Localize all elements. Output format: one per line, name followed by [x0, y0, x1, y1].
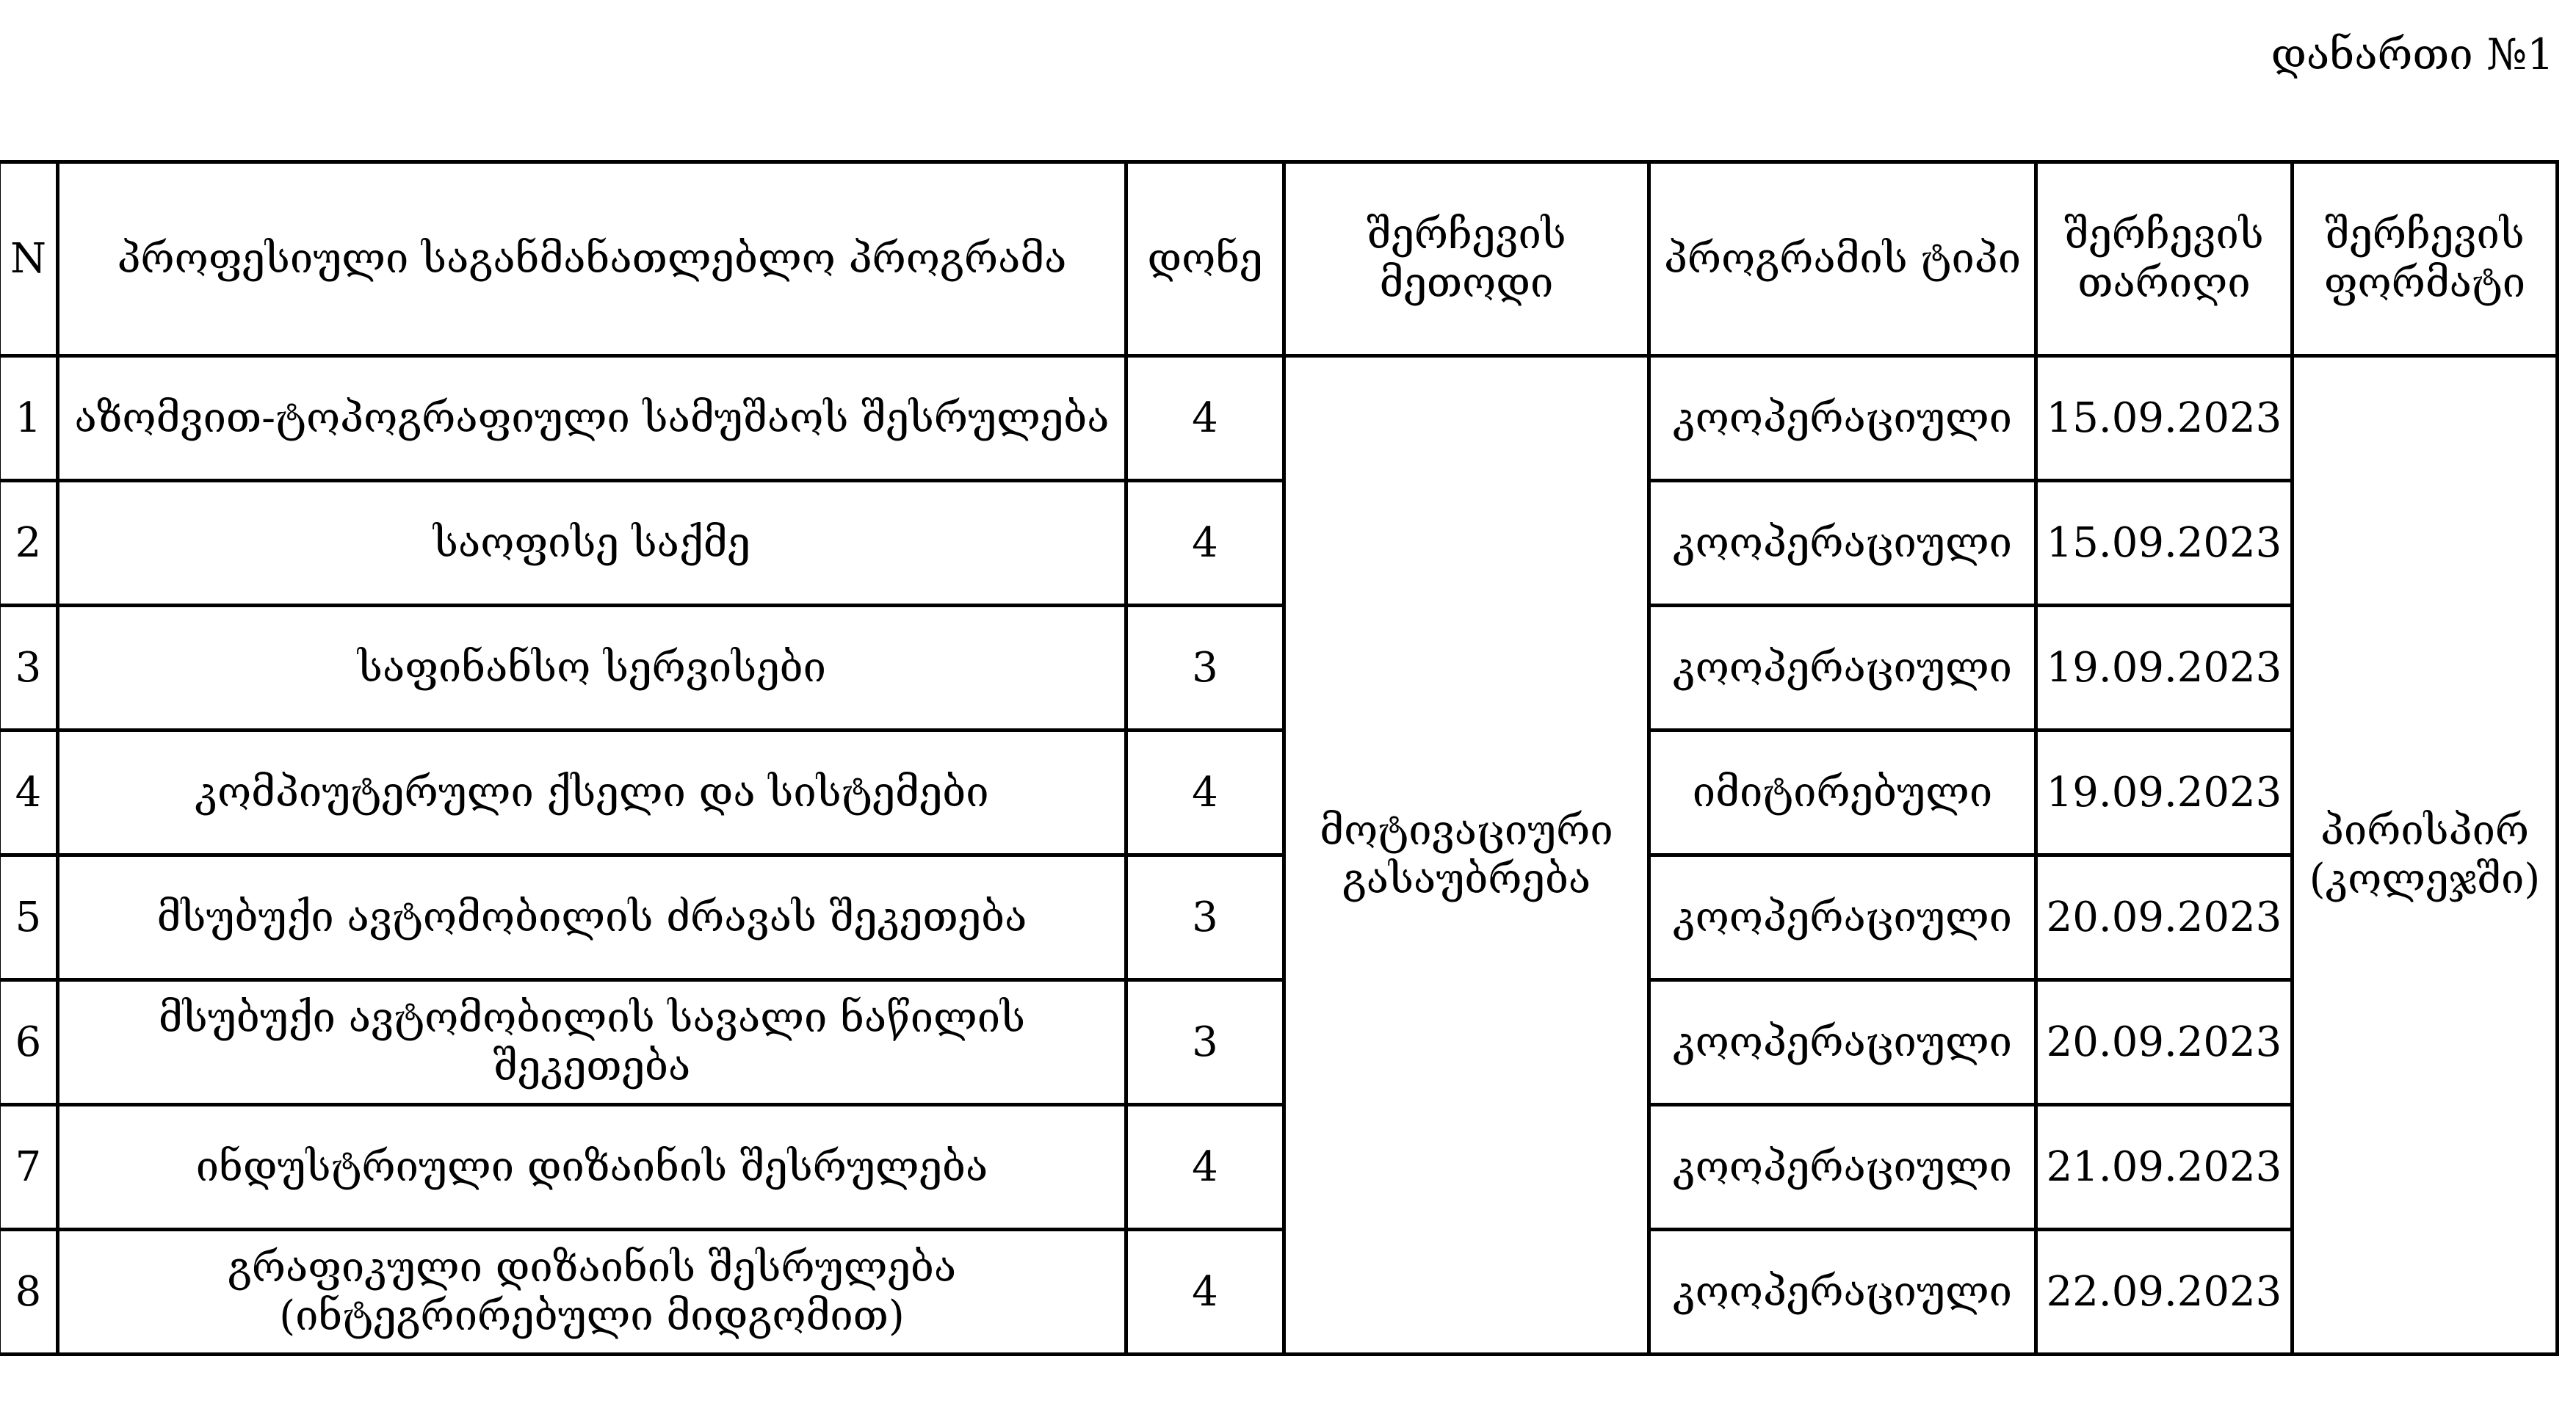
- program-name: ინდუსტრიული დიზაინის შესრულება: [58, 1105, 1126, 1230]
- row-number: 1: [0, 356, 58, 481]
- header-method: შერჩევის მეთოდი: [1284, 162, 1649, 356]
- program-type: კოოპერაციული: [1649, 980, 2036, 1105]
- row-number: 5: [0, 855, 58, 980]
- program-name: საოფისე საქმე: [58, 481, 1126, 606]
- program-level: 4: [1126, 481, 1284, 606]
- program-name: გრაფიკული დიზაინის შესრულება (ინტეგრირებული მიდგომით): [58, 1230, 1126, 1355]
- selection-method: მოტივაციური გასაუბრება: [1284, 356, 1649, 1355]
- header-number: N: [0, 162, 58, 356]
- program-level: 4: [1126, 356, 1284, 481]
- program-level: 3: [1126, 606, 1284, 731]
- program-level: 4: [1126, 1105, 1284, 1230]
- program-type: კოოპერაციული: [1649, 481, 2036, 606]
- table-row: [0, 980, 2558, 1105]
- program-name: მსუბუქი ავტომობილის ძრავას შეკეთება: [58, 855, 1126, 980]
- program-level: 4: [1126, 1230, 1284, 1355]
- selection-date: 19.09.2023: [2036, 606, 2293, 731]
- row-number: 6: [0, 980, 58, 1105]
- header-row: [0, 162, 2558, 356]
- program-level: 4: [1126, 731, 1284, 855]
- program-name: მსუბუქი ავტომობილის სავალი ნაწილის შეკეთება: [58, 980, 1126, 1105]
- program-type: კოოპერაციული: [1649, 1105, 2036, 1230]
- selection-date: 19.09.2023: [2036, 731, 2293, 855]
- row-number: 8: [0, 1230, 58, 1355]
- table-row: [0, 855, 2558, 980]
- table-row: [0, 481, 2558, 606]
- row-number: 3: [0, 606, 58, 731]
- selection-date: 15.09.2023: [2036, 481, 2293, 606]
- annex-label: დანართი №1: [2271, 29, 2554, 79]
- selection-date: 20.09.2023: [2036, 980, 2293, 1105]
- program-level: 3: [1126, 855, 1284, 980]
- selection-schedule-table: [0, 160, 2559, 1356]
- selection-date: 21.09.2023: [2036, 1105, 2293, 1230]
- header-format: შერჩევის ფორმატი: [2293, 162, 2558, 356]
- row-number: 2: [0, 481, 58, 606]
- program-type: კოოპერაციული: [1649, 1230, 2036, 1355]
- program-name: აზომვით-ტოპოგრაფიული სამუშაოს შესრულება: [58, 356, 1126, 481]
- selection-date: 22.09.2023: [2036, 1230, 2293, 1355]
- table-row: [0, 731, 2558, 855]
- program-name: კომპიუტერული ქსელი და სისტემები: [58, 731, 1126, 855]
- program-type: კოოპერაციული: [1649, 606, 2036, 731]
- table-row: [0, 1230, 2558, 1355]
- row-number: 4: [0, 731, 58, 855]
- header-program-type: პროგრამის ტიპი: [1649, 162, 2036, 356]
- selection-format: პირისპირ (კოლეჯში): [2293, 356, 2558, 1355]
- selection-date: 15.09.2023: [2036, 356, 2293, 481]
- program-type: კოოპერაციული: [1649, 356, 2036, 481]
- table-row: [0, 356, 2558, 481]
- header-program: პროფესიული საგანმანათლებლო პროგრამა: [58, 162, 1126, 356]
- program-name: საფინანსო სერვისები: [58, 606, 1126, 731]
- table-row: [0, 1105, 2558, 1230]
- header-level: დონე: [1126, 162, 1284, 356]
- program-type: კოოპერაციული: [1649, 855, 2036, 980]
- program-type: იმიტირებული: [1649, 731, 2036, 855]
- program-level: 3: [1126, 980, 1284, 1105]
- row-number: 7: [0, 1105, 58, 1230]
- header-date: შერჩევის თარიღი: [2036, 162, 2293, 356]
- table-row: [0, 606, 2558, 731]
- selection-date: 20.09.2023: [2036, 855, 2293, 980]
